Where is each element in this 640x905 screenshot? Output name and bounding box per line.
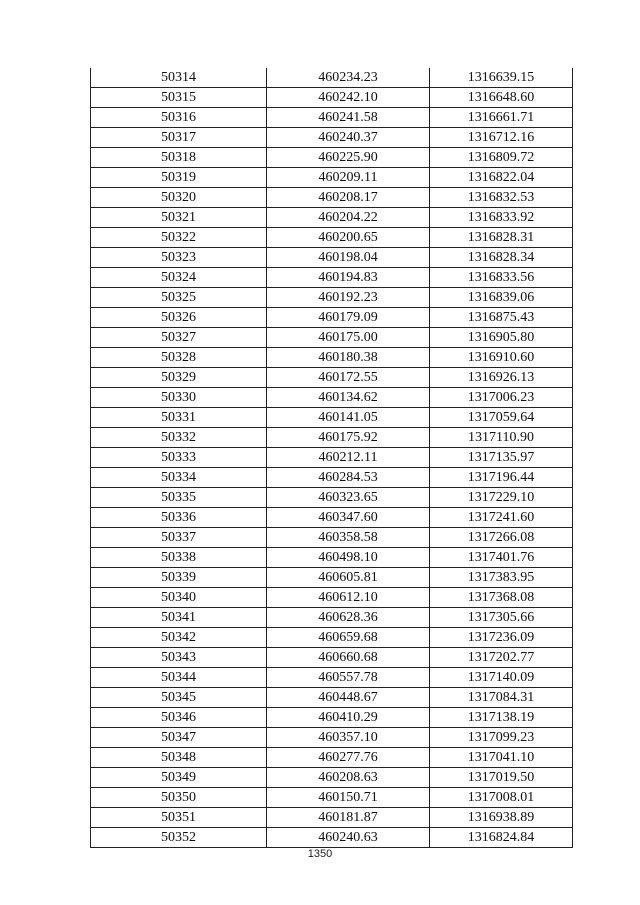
y-coordinate-cell: 1316828.31 <box>430 228 573 248</box>
y-coordinate-cell: 1317241.60 <box>430 508 573 528</box>
table-row <box>91 768 573 788</box>
point-id-cell: 50334 <box>91 468 267 488</box>
point-id-cell: 50316 <box>91 108 267 128</box>
point-id-cell: 50345 <box>91 688 267 708</box>
y-coordinate-cell: 1317008.01 <box>430 788 573 808</box>
table-row <box>91 448 573 468</box>
table-row <box>91 648 573 668</box>
point-id-cell: 50343 <box>91 648 267 668</box>
table-row <box>91 728 573 748</box>
y-coordinate-cell: 1317229.10 <box>430 488 573 508</box>
table-row <box>91 688 573 708</box>
x-coordinate-cell: 460277.76 <box>267 748 430 768</box>
table-row <box>91 208 573 228</box>
y-coordinate-cell: 1316875.43 <box>430 308 573 328</box>
x-coordinate-cell: 460208.17 <box>267 188 430 208</box>
point-id-cell: 50321 <box>91 208 267 228</box>
point-id-cell: 50322 <box>91 228 267 248</box>
table-row <box>91 748 573 768</box>
point-id-cell: 50344 <box>91 668 267 688</box>
x-coordinate-cell: 460225.90 <box>267 148 430 168</box>
table-row <box>91 388 573 408</box>
coordinate-table-container <box>90 68 572 848</box>
x-coordinate-cell: 460323.65 <box>267 488 430 508</box>
y-coordinate-cell: 1317266.08 <box>430 528 573 548</box>
x-coordinate-cell: 460628.36 <box>267 608 430 628</box>
point-id-cell: 50318 <box>91 148 267 168</box>
x-coordinate-cell: 460172.55 <box>267 368 430 388</box>
x-coordinate-cell: 460557.78 <box>267 668 430 688</box>
page-number: 1350 <box>307 848 333 860</box>
table-row <box>91 148 573 168</box>
y-coordinate-cell: 1317019.50 <box>430 768 573 788</box>
y-coordinate-cell: 1317368.08 <box>430 588 573 608</box>
point-id-cell: 50351 <box>91 808 267 828</box>
y-coordinate-cell: 1317236.09 <box>430 628 573 648</box>
table-row <box>91 508 573 528</box>
x-coordinate-cell: 460284.53 <box>267 468 430 488</box>
table-row <box>91 808 573 828</box>
y-coordinate-cell: 1316905.80 <box>430 328 573 348</box>
table-row <box>91 608 573 628</box>
y-coordinate-cell: 1317006.23 <box>430 388 573 408</box>
y-coordinate-cell: 1316822.04 <box>430 168 573 188</box>
point-id-cell: 50332 <box>91 428 267 448</box>
x-coordinate-cell: 460240.37 <box>267 128 430 148</box>
x-coordinate-cell: 460175.92 <box>267 428 430 448</box>
table-row <box>91 568 573 588</box>
point-id-cell: 50327 <box>91 328 267 348</box>
table-row <box>91 168 573 188</box>
coordinate-table-body <box>91 68 573 848</box>
table-row <box>91 68 573 88</box>
point-id-cell: 50328 <box>91 348 267 368</box>
point-id-cell: 50325 <box>91 288 267 308</box>
y-coordinate-cell: 1317401.76 <box>430 548 573 568</box>
y-coordinate-cell: 1316839.06 <box>430 288 573 308</box>
x-coordinate-cell: 460141.05 <box>267 408 430 428</box>
point-id-cell: 50347 <box>91 728 267 748</box>
point-id-cell: 50331 <box>91 408 267 428</box>
x-coordinate-cell: 460192.23 <box>267 288 430 308</box>
x-coordinate-cell: 460180.38 <box>267 348 430 368</box>
coordinate-table <box>90 68 573 848</box>
y-coordinate-cell: 1317084.31 <box>430 688 573 708</box>
x-coordinate-cell: 460242.10 <box>267 88 430 108</box>
y-coordinate-cell: 1317202.77 <box>430 648 573 668</box>
point-id-cell: 50326 <box>91 308 267 328</box>
y-coordinate-cell: 1317305.66 <box>430 608 573 628</box>
y-coordinate-cell: 1316926.13 <box>430 368 573 388</box>
x-coordinate-cell: 460612.10 <box>267 588 430 608</box>
x-coordinate-cell: 460410.29 <box>267 708 430 728</box>
y-coordinate-cell: 1316910.60 <box>430 348 573 368</box>
y-coordinate-cell: 1316938.89 <box>430 808 573 828</box>
point-id-cell: 50342 <box>91 628 267 648</box>
y-coordinate-cell: 1316639.15 <box>430 68 573 88</box>
x-coordinate-cell: 460358.58 <box>267 528 430 548</box>
y-coordinate-cell: 1317059.64 <box>430 408 573 428</box>
x-coordinate-cell: 460204.22 <box>267 208 430 228</box>
x-coordinate-cell: 460181.87 <box>267 808 430 828</box>
table-row <box>91 88 573 108</box>
table-row <box>91 548 573 568</box>
x-coordinate-cell: 460209.11 <box>267 168 430 188</box>
y-coordinate-cell: 1316832.53 <box>430 188 573 208</box>
table-row <box>91 268 573 288</box>
table-row <box>91 628 573 648</box>
table-row <box>91 668 573 688</box>
point-id-cell: 50319 <box>91 168 267 188</box>
y-coordinate-cell: 1317135.97 <box>430 448 573 468</box>
table-row <box>91 588 573 608</box>
x-coordinate-cell: 460175.00 <box>267 328 430 348</box>
x-coordinate-cell: 460212.11 <box>267 448 430 468</box>
y-coordinate-cell: 1316661.71 <box>430 108 573 128</box>
point-id-cell: 50341 <box>91 608 267 628</box>
table-row <box>91 788 573 808</box>
table-row <box>91 328 573 348</box>
table-row <box>91 308 573 328</box>
y-coordinate-cell: 1317041.10 <box>430 748 573 768</box>
point-id-cell: 50348 <box>91 748 267 768</box>
table-row <box>91 368 573 388</box>
point-id-cell: 50340 <box>91 588 267 608</box>
x-coordinate-cell: 460134.62 <box>267 388 430 408</box>
table-row <box>91 468 573 488</box>
y-coordinate-cell: 1317110.90 <box>430 428 573 448</box>
table-row <box>91 408 573 428</box>
y-coordinate-cell: 1317196.44 <box>430 468 573 488</box>
x-coordinate-cell: 460448.67 <box>267 688 430 708</box>
point-id-cell: 50339 <box>91 568 267 588</box>
x-coordinate-cell: 460241.58 <box>267 108 430 128</box>
point-id-cell: 50314 <box>91 68 267 88</box>
y-coordinate-cell: 1316833.92 <box>430 208 573 228</box>
y-coordinate-cell: 1316824.84 <box>430 828 573 848</box>
point-id-cell: 50324 <box>91 268 267 288</box>
point-id-cell: 50337 <box>91 528 267 548</box>
y-coordinate-cell: 1317138.19 <box>430 708 573 728</box>
y-coordinate-cell: 1316809.72 <box>430 148 573 168</box>
y-coordinate-cell: 1317099.23 <box>430 728 573 748</box>
x-coordinate-cell: 460198.04 <box>267 248 430 268</box>
point-id-cell: 50349 <box>91 768 267 788</box>
point-id-cell: 50315 <box>91 88 267 108</box>
point-id-cell: 50352 <box>91 828 267 848</box>
point-id-cell: 50320 <box>91 188 267 208</box>
table-row <box>91 108 573 128</box>
table-row <box>91 528 573 548</box>
y-coordinate-cell: 1316712.16 <box>430 128 573 148</box>
x-coordinate-cell: 460179.09 <box>267 308 430 328</box>
point-id-cell: 50333 <box>91 448 267 468</box>
point-id-cell: 50336 <box>91 508 267 528</box>
point-id-cell: 50323 <box>91 248 267 268</box>
x-coordinate-cell: 460347.60 <box>267 508 430 528</box>
table-row <box>91 488 573 508</box>
point-id-cell: 50350 <box>91 788 267 808</box>
y-coordinate-cell: 1317383.95 <box>430 568 573 588</box>
point-id-cell: 50329 <box>91 368 267 388</box>
x-coordinate-cell: 460498.10 <box>267 548 430 568</box>
x-coordinate-cell: 460200.65 <box>267 228 430 248</box>
point-id-cell: 50317 <box>91 128 267 148</box>
y-coordinate-cell: 1316828.34 <box>430 248 573 268</box>
table-row <box>91 828 573 848</box>
x-coordinate-cell: 460208.63 <box>267 768 430 788</box>
table-row <box>91 128 573 148</box>
y-coordinate-cell: 1317140.09 <box>430 668 573 688</box>
point-id-cell: 50335 <box>91 488 267 508</box>
point-id-cell: 50346 <box>91 708 267 728</box>
x-coordinate-cell: 460357.10 <box>267 728 430 748</box>
x-coordinate-cell: 460660.68 <box>267 648 430 668</box>
table-row <box>91 248 573 268</box>
point-id-cell: 50330 <box>91 388 267 408</box>
x-coordinate-cell: 460150.71 <box>267 788 430 808</box>
x-coordinate-cell: 460605.81 <box>267 568 430 588</box>
table-row <box>91 348 573 368</box>
table-row <box>91 288 573 308</box>
point-id-cell: 50338 <box>91 548 267 568</box>
x-coordinate-cell: 460234.23 <box>267 68 430 88</box>
x-coordinate-cell: 460659.68 <box>267 628 430 648</box>
table-row <box>91 428 573 448</box>
x-coordinate-cell: 460194.83 <box>267 268 430 288</box>
table-row <box>91 228 573 248</box>
table-row <box>91 188 573 208</box>
y-coordinate-cell: 1316833.56 <box>430 268 573 288</box>
x-coordinate-cell: 460240.63 <box>267 828 430 848</box>
table-row <box>91 708 573 728</box>
y-coordinate-cell: 1316648.60 <box>430 88 573 108</box>
